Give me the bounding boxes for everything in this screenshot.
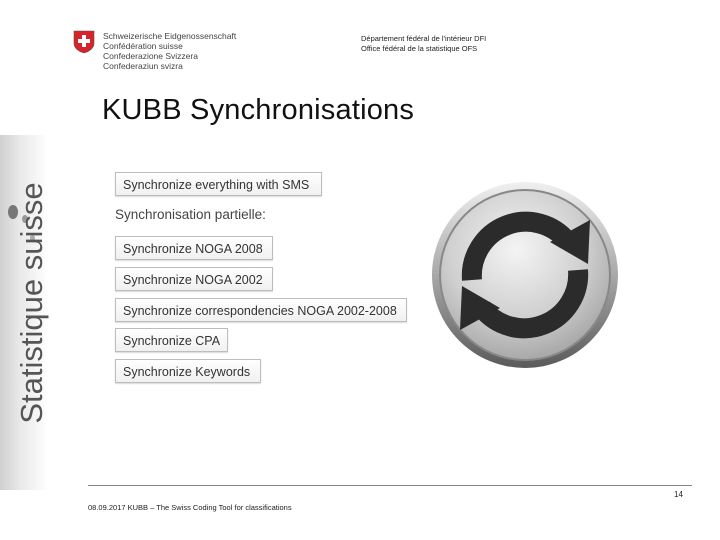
swiss-cross-logo (73, 30, 95, 54)
footer-text: 08.09.2017 KUBB – The Swiss Coding Tool for classifications (88, 503, 292, 512)
sync-cpa-button[interactable]: Synchronize CPA (115, 328, 228, 352)
sync-correspondencies-button[interactable]: Synchronize correspondencies NOGA 2002-2008 (115, 298, 407, 322)
sync-keywords-button[interactable]: Synchronize Keywords (115, 359, 261, 383)
sync-icon (430, 180, 620, 370)
page-number: 14 (674, 490, 683, 499)
sync-noga-2002-button[interactable]: Synchronize NOGA 2002 (115, 267, 273, 291)
partial-sync-label: Synchronisation partielle: (115, 207, 266, 222)
department-line: Office fédéral de la statistique OFS (361, 44, 478, 53)
department-info (361, 34, 486, 54)
sync-noga-2008-button[interactable]: Synchronize NOGA 2008 (115, 236, 273, 260)
sync-everything-button[interactable]: Synchronize everything with SMS (115, 172, 322, 196)
confederation-line: Confederaziun svizra (103, 61, 183, 71)
department-line: Département fédéral de l'intérieur DFI (361, 34, 487, 43)
page-title: KUBB Synchronisations (102, 94, 415, 126)
confederation-line: Confederazione Svizzera (103, 51, 198, 61)
footer-divider (88, 485, 692, 486)
confederation-line: Schweizerische Eidgenossenschaft (103, 31, 237, 41)
side-band-text: Statistique suisse (14, 182, 49, 424)
confederation-names (103, 31, 236, 71)
confederation-line: Confédération suisse (103, 41, 183, 51)
